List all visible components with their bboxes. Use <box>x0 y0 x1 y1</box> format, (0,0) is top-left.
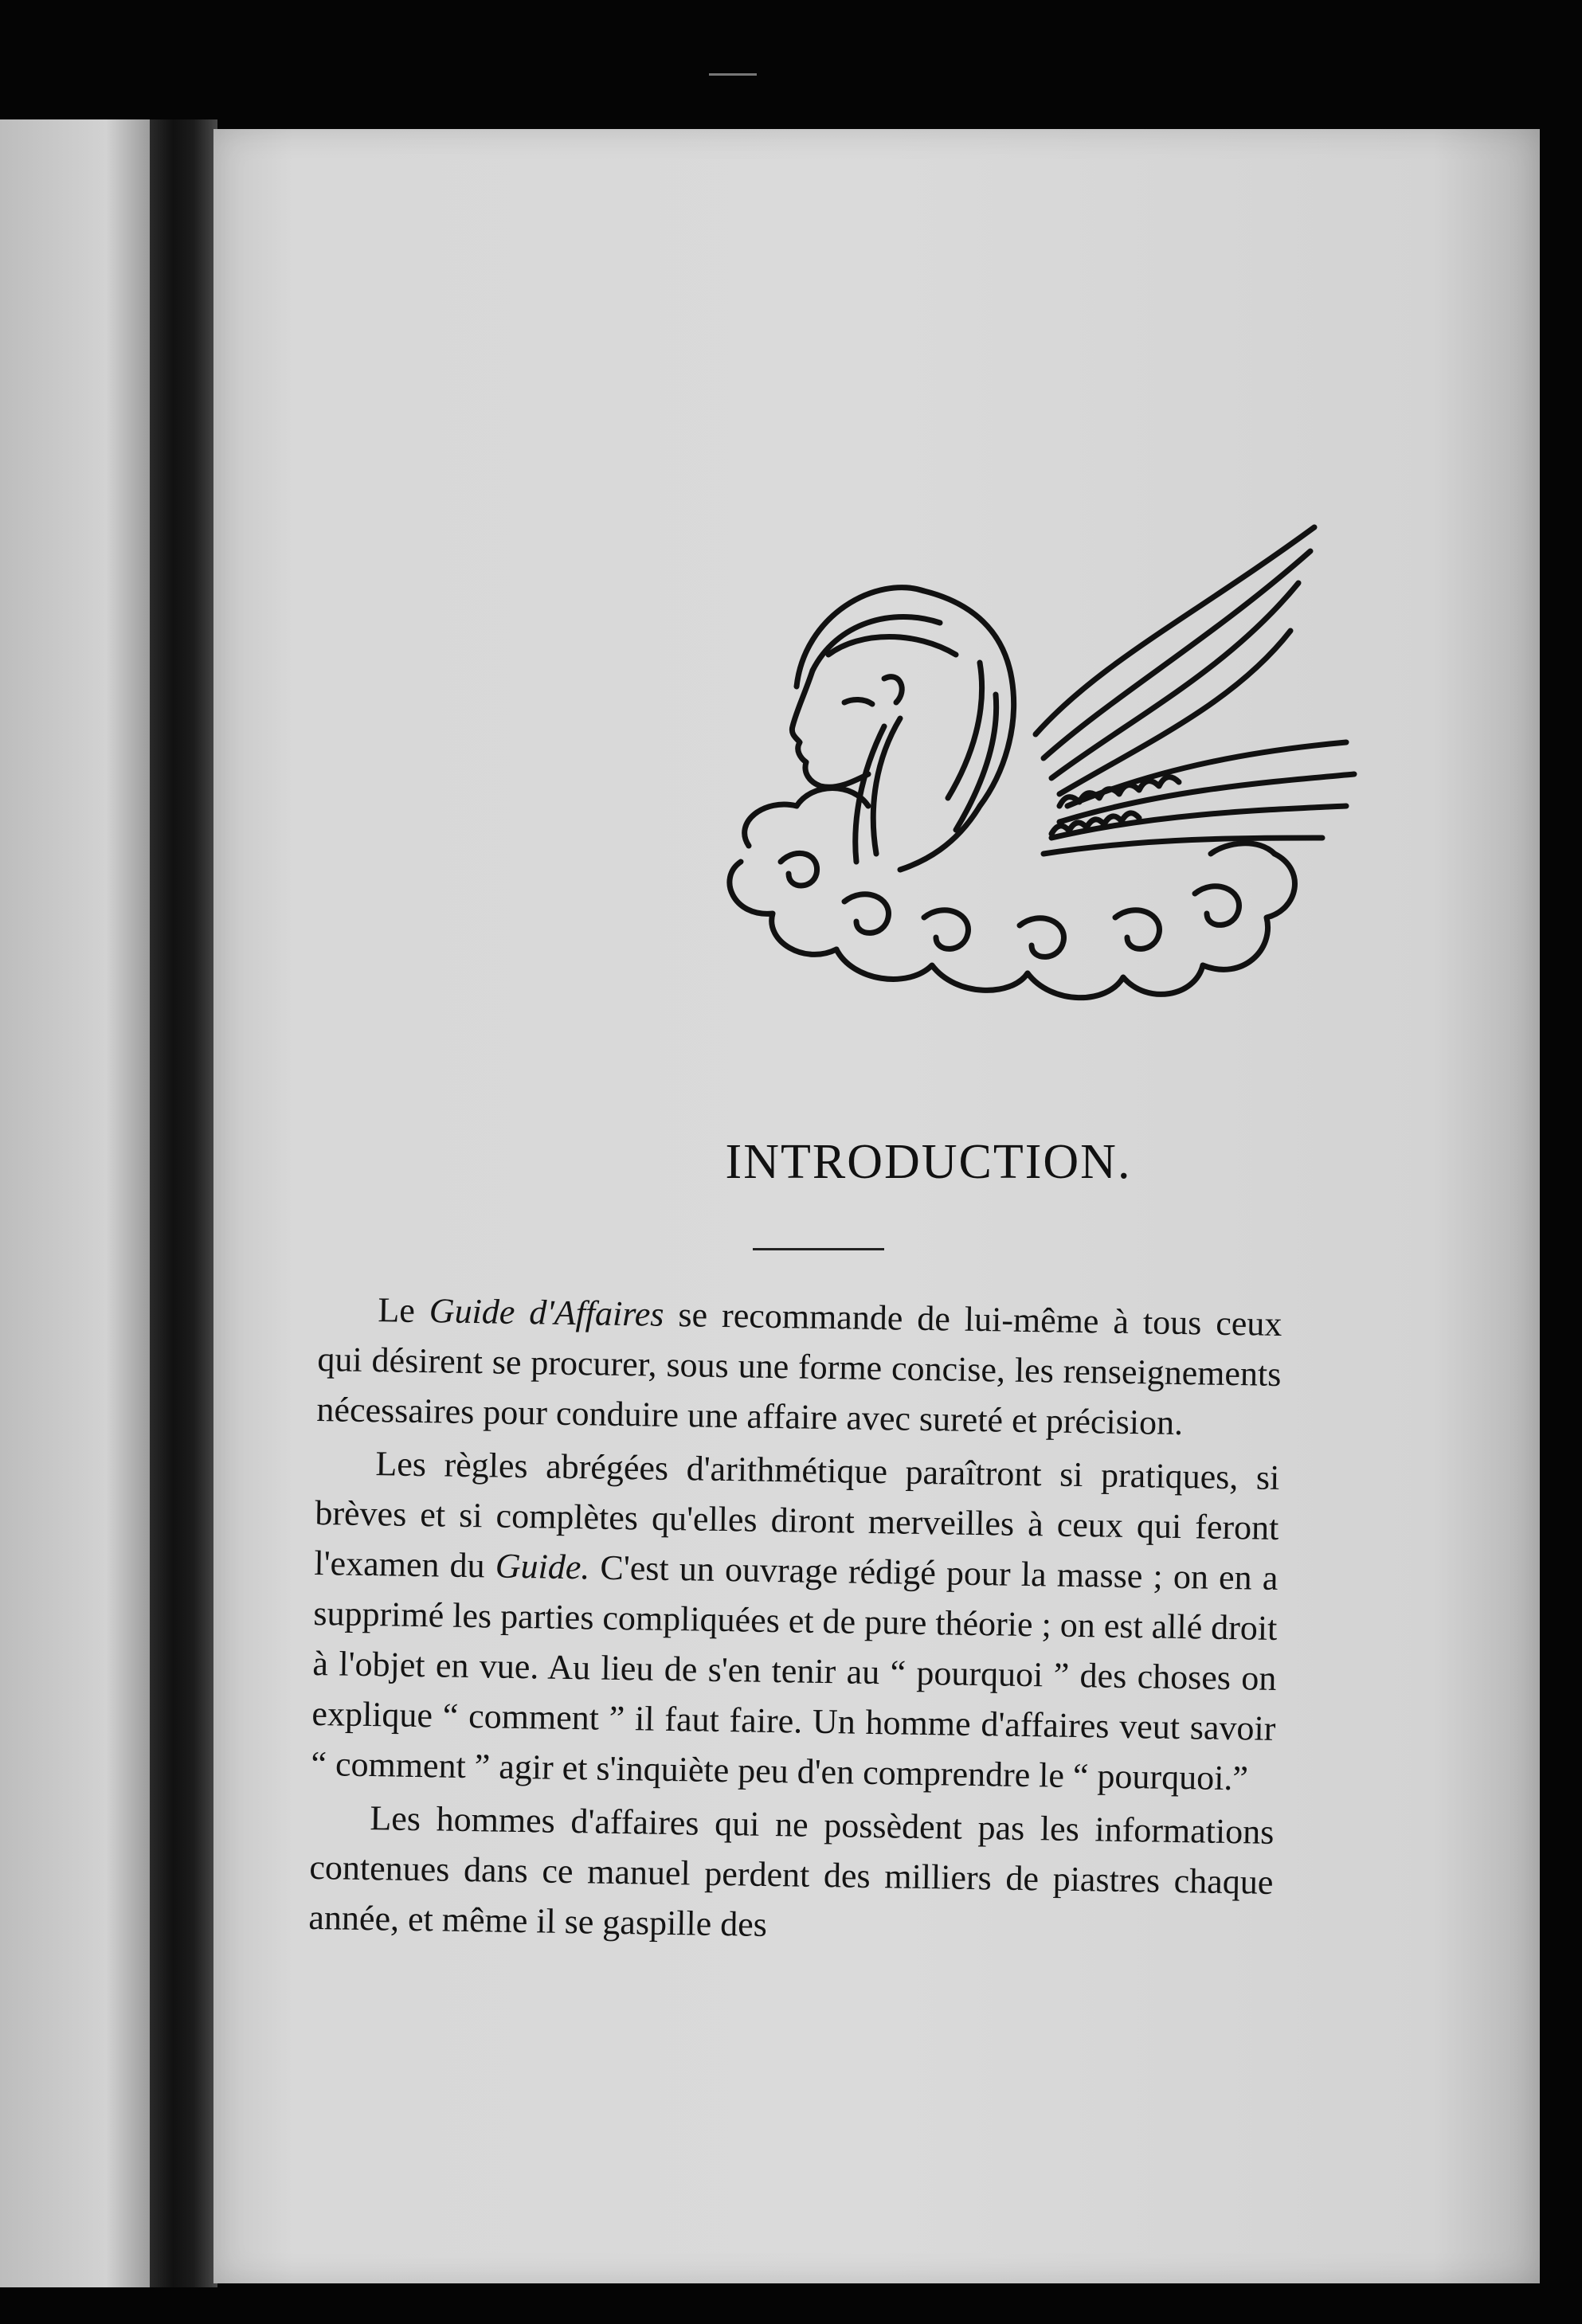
text-run: Les hommes d'affaires qui ne possèdent pas les informations contenues dans ce manuel perdent des milliers de piastres chaque année, et même il se gaspille des <box>308 1798 1275 1944</box>
text-run-italic: Guide. <box>495 1546 590 1587</box>
paragraph <box>308 1792 1275 1958</box>
body-text <box>308 1284 1282 1961</box>
text-run: Le <box>378 1290 430 1331</box>
page-title: INTRODUCTION. <box>725 1135 1132 1189</box>
text-run: Les règles abrégées d'arithmétique paraîtront si pratiques, si brèves et si complètes qu'elles diront merveilles à ceux qui feront l'examen du <box>314 1444 1280 1586</box>
text-run-italic: Guide d'Affaires <box>429 1291 664 1334</box>
text-run: se recommande de lui-même à tous ceux qui désirent se procurer, sous une forme concise, les renseignements nécessaires pour conduire une affaire avec sureté et précision. <box>316 1294 1282 1443</box>
book-gutter <box>150 119 217 2287</box>
paragraph <box>316 1284 1282 1450</box>
scan-mark <box>709 73 757 76</box>
winged-angel-on-cloud-icon <box>717 519 1386 1045</box>
book-page <box>213 129 1540 2283</box>
left-facing-page <box>0 119 151 2287</box>
paragraph <box>311 1438 1280 1804</box>
text-run: C'est un ouvrage rédigé pour la masse ; on en a supprimé les parties compliquées et de pure théorie ; on est allé droit à l'objet en vue. Au lieu de s'en tenir au “ pourquoi ” des choses on explique “ comment ” il faut faire. Un homme d'affaires veut savoir “ comment ” agir et s'inquiète peu d'en comprendre le “ pourquoi.” <box>311 1547 1279 1798</box>
title-rule <box>753 1248 884 1250</box>
